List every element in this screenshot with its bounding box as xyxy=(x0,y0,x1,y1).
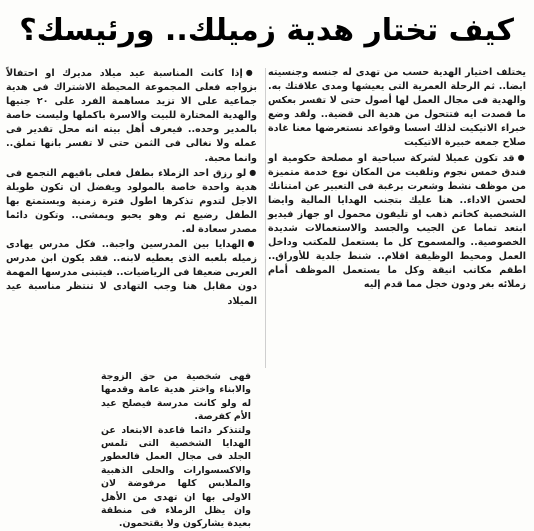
paragraph: ● قد تكون عميلا لشركة سياحية او مصلحة حكومية او فندق خمس نجوم وتلقيت من المكان نوع خدمة متميزة من موظف نشط وشعرت برغبة فى التعبير عن امتنانك لحسن الاداء.. هنا عليك بتجنب الهدايا المالية وايضا الشخصية كخاتم ذهب او تليفون محمول او جهاز فيديو ابتعد تماما عن الجيب والجسد والاستعمالات شديدة الخصوصية.. والمسموح كل ما يستعمل للمكتب وداخل العمل ومحيط الوظيفة اقلام.. شنط جلدية للأوراق.. اطقم مكاتب انيقة وكل ما يستعمل الموظف أمام زملائه بغر ودون خجل مما قدم إليه xyxy=(268,151,526,293)
article-column-right xyxy=(268,66,526,366)
paragraph: فهى شخصية من حق الزوجة والابناء واختر هدية عامة وقدمها له ولو كانت مدرسة فيصلح عيد الأم كفرصة. xyxy=(101,371,251,423)
column-divider xyxy=(265,68,266,368)
paragraph: ● الهدايا بين المدرسين واجبة.. فكل مدرس يهادى زميله بلعبه الذى يعطيه لابنه.. فقد يكون ابن مدرس العربى ضعيفا فى الرياضيات.. فيتبنى مدرسها المهمة دون مقابل هنا وجب التهادى لا تنتظر مناسبة عيد الميلاد xyxy=(6,237,257,308)
paragraph: ● إذا كانت المناسبة عيد ميلاد مديرك او احتفالاً بزواجه فعلى المجموعة المحيطة الاشتراك فى هدية جماعية على الا تزيد مساهمة الفرد على ٢٠ جنيها والهدية المختارة للبيت والاسرة باكملها وليست خاصة بالمدير وحده.. فيعرف أهل بيته انه محل تقدير فى عمله ولا نغالى فى الثمن حتى لا تفسر بانها تملق.. وانما محبة. xyxy=(6,66,257,166)
paragraph: ● لو رزق احد الزملاء بطفل فعلى باقيهم التجمع فى هدية واحدة خاصة بالمولود ويفضل ان تكون طويلة الاجل لتدوم تذكرها اطول فترة زمنية ويستمتع بها الطفل رضيع ثم وهو يحبو ويمشى.. وتكون دائما مصدر سعادة له. xyxy=(6,166,257,237)
article-headline: كيف تختار هدية زميلك.. ورئيسك؟ xyxy=(19,13,514,48)
paragraph: يختلف اختيار الهدية حسب من تهدى له جنسه وجنسيته ايضا.. ثم الرحلة العمرية التى يعيشها ومدى علاقتك به. والهدية فى مجال العمل لها أصول حتى لا تفسر بعكس ما قصدت ايه فتتحول من هدية الى قضية.. ولقد وضع خبراء الاتيكيت لذلك اسسا وقواعد نستعرضها معنا غادة صلاح جمعه خبيرة الاتيكيت xyxy=(268,67,526,149)
paragraph: ولتتذكر دائما قاعدة الابتعاد عن الهدايا الشخصية التى تلمس الجلد فى مجال العمل فالعطور والاكسسوارات والحلى الذهبية والملابس كلها مرفوضة لان الاولى بها ان تهدى من الأهل وان يظل الزملاء فى منطقة بعيدة يشاركون ولا يقتحمون. xyxy=(101,424,251,530)
article-column-bottom xyxy=(101,370,251,530)
